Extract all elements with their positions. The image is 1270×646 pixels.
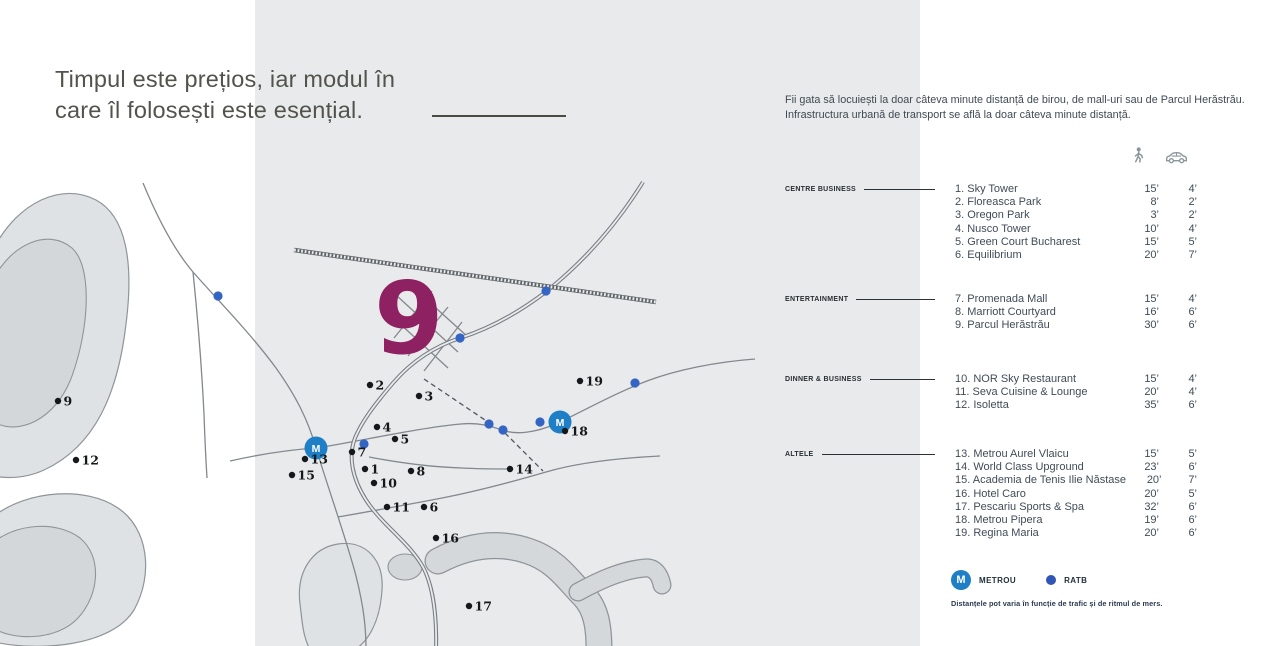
poi-dot (562, 428, 568, 434)
car-time: 4’ (1188, 293, 1197, 305)
poi-dot (507, 466, 513, 472)
table-row (955, 196, 1197, 209)
poi-dot (466, 603, 472, 609)
poi-dot (433, 535, 439, 541)
place-name: 13. Metrou Aurel Vlaicu (955, 448, 1069, 460)
car-time: 2’ (1188, 196, 1197, 209)
car-time: 4’ (1188, 222, 1197, 235)
logo-nine: 9 (374, 260, 444, 377)
title-rule (432, 115, 566, 117)
category-label: ENTERTAINMENT (785, 296, 849, 303)
ratb-stop-dot (498, 425, 507, 434)
group-items (955, 373, 1197, 413)
place-name: 14. World Class Upground (955, 461, 1084, 474)
poi-number-label: 18 (570, 423, 588, 439)
ratb-icon (1046, 575, 1056, 585)
category-label: ALTELE (785, 451, 814, 458)
poi-dot (367, 382, 373, 388)
place-name: 8. Marriott Courtyard (955, 306, 1056, 319)
poi-number-label: 9 (63, 393, 73, 409)
ratb-stop-dot (484, 419, 493, 428)
walk-time: 3’ (1150, 209, 1159, 222)
poi-number-label: 7 (357, 444, 367, 460)
car-time: 6’ (1188, 514, 1197, 527)
car-time: 5’ (1188, 448, 1197, 460)
car-time: 6’ (1188, 399, 1197, 412)
table-row (955, 461, 1197, 474)
walk-time: 20’ (1144, 386, 1159, 399)
place-name: 6. Equilibrium (955, 249, 1022, 262)
table-row (955, 448, 1197, 461)
walk-time: 35’ (1144, 399, 1159, 412)
table-row (955, 386, 1197, 399)
poi-number-label: 11 (392, 499, 410, 515)
group-items (955, 293, 1197, 333)
poi-dot (408, 468, 414, 474)
poi-dot (421, 504, 427, 510)
road (369, 457, 511, 469)
poi-number-label: 5 (400, 431, 410, 447)
poi-number-label: 4 (382, 419, 392, 435)
group-items (955, 448, 1197, 540)
road (193, 272, 207, 478)
walk-time: 15’ (1144, 448, 1159, 460)
car-time: 5’ (1188, 235, 1197, 248)
table-row (955, 319, 1197, 332)
place-name: 17. Pescariu Sports & Spa (955, 500, 1085, 513)
page-title-line1: Timpul este prețios, iar modul în (55, 66, 396, 92)
car-time: 6’ (1188, 319, 1197, 332)
distance-disclaimer: Distanțele pot varia în funcție de trafic și de ritmul de mers. (951, 599, 1163, 608)
car-time: 4’ (1188, 373, 1197, 385)
table-row (955, 501, 1197, 514)
poi-dot (374, 424, 380, 430)
poi-number-label: 10 (379, 475, 397, 491)
place-name: 10. NOR Sky Restaurant (955, 373, 1077, 385)
metro-station-letter: M (555, 416, 565, 429)
car-time: 4’ (1188, 386, 1197, 399)
poi-number-label: 15 (297, 467, 315, 483)
table-row (955, 373, 1197, 386)
table-row (955, 223, 1197, 236)
poi-number-label: 17 (474, 598, 492, 614)
poi-dot (384, 504, 390, 510)
walk-time: 8’ (1150, 196, 1159, 209)
category-line (822, 454, 935, 455)
poi-dot (55, 398, 61, 404)
poi-dot (73, 457, 79, 463)
river-branch (578, 568, 662, 592)
car-time: 6’ (1188, 461, 1197, 474)
map-legend (951, 570, 1087, 590)
place-name: 2. Floreasca Park (955, 196, 1042, 209)
walk-time: 16’ (1144, 306, 1159, 319)
walk-time: 15’ (1144, 373, 1159, 385)
table-group (785, 373, 1197, 413)
ratb-stop-dot (213, 291, 222, 300)
table-row (955, 306, 1197, 319)
metro-icon: M (951, 570, 971, 590)
place-name: 19. Regina Maria (955, 527, 1039, 540)
place-name: 16. Hotel Caro (955, 487, 1026, 500)
park-shape (299, 543, 382, 646)
poi-number-label: 2 (375, 377, 385, 393)
place-name: 1. Sky Tower (955, 183, 1018, 195)
metro-station-letter: M (311, 442, 321, 455)
table-group (785, 293, 1197, 333)
table-row (955, 399, 1197, 412)
place-name: 15. Academia de Tenis Ilie Năstase (955, 474, 1127, 487)
table-row (955, 249, 1197, 262)
place-name: 9. Parcul Herăstrău (955, 319, 1050, 332)
table-row (955, 488, 1197, 501)
car-time: 5’ (1188, 487, 1197, 500)
poi-number-label: 1 (370, 461, 380, 477)
page-title-line2: care îl folosești este esențial. (55, 97, 364, 123)
poi-number-label: 12 (81, 452, 99, 468)
walk-time: 32’ (1144, 500, 1159, 513)
poi-dot (416, 393, 422, 399)
walk-time: 20’ (1144, 527, 1159, 540)
table-row (955, 474, 1197, 487)
place-name: 11. Seva Cuisine & Lounge (955, 386, 1088, 399)
table-group (785, 183, 1197, 262)
ratb-stop-dot (535, 417, 544, 426)
walk-time: 30’ (1144, 319, 1159, 332)
category-line (870, 379, 935, 380)
poi-number-label: 19 (585, 373, 603, 389)
poi-number-label: 3 (424, 388, 434, 404)
walk-time: 23’ (1144, 461, 1159, 474)
car-time: 6’ (1188, 500, 1197, 513)
poi-dot (362, 466, 368, 472)
car-time: 7’ (1188, 249, 1197, 262)
poi-number-label: 13 (310, 451, 328, 467)
table-row (955, 209, 1197, 222)
table-row (955, 514, 1197, 527)
table-row (955, 183, 1197, 196)
car-time: 6’ (1188, 527, 1197, 540)
walk-time: 15’ (1144, 293, 1159, 305)
table-row (955, 293, 1197, 306)
table-row (955, 236, 1197, 249)
walk-time: 20’ (1146, 474, 1162, 487)
walk-time: 15’ (1144, 235, 1159, 248)
place-name: 3. Oregon Park (955, 209, 1030, 222)
table-group (785, 448, 1197, 540)
place-name: 18. Metrou Pipera (955, 514, 1043, 527)
poi-dot (349, 449, 355, 455)
distance-table (785, 0, 1197, 646)
ratb-legend-label: RATB (1064, 575, 1088, 585)
car-time: 2’ (1188, 209, 1197, 222)
category-label: DINNER & BUSINESS (785, 376, 862, 383)
poi-dot (392, 436, 398, 442)
category-label: CENTRE BUSINESS (785, 186, 857, 193)
poi-number-label: 6 (429, 499, 439, 515)
poi-number-label: 16 (441, 530, 459, 546)
car-time: 6’ (1188, 306, 1197, 319)
group-items (955, 183, 1197, 262)
intro-line2: Infrastructura urbană de transport se află la doar câteva minute distanță. (785, 108, 1131, 121)
walk-time: 10’ (1144, 222, 1159, 235)
category-line (864, 189, 935, 190)
page-title (55, 64, 395, 126)
table-row (955, 527, 1197, 540)
poi-number-label: 8 (416, 463, 426, 479)
place-name: 5. Green Court Bucharest (955, 235, 1081, 248)
intro-line1: Fii gata să locuiești la doar câteva minute distanță de birou, de mall-uri sau de Parcul Herăstrău. (785, 94, 1245, 106)
metrou-legend-label: METROU (979, 575, 1017, 585)
dashed-path (424, 379, 488, 422)
place-name: 12. Isoletta (955, 399, 1009, 412)
place-name: 7. Promenada Mall (955, 293, 1048, 305)
car-time: 7’ (1188, 474, 1197, 487)
walk-time: 20’ (1144, 249, 1159, 262)
walk-time: 20’ (1144, 487, 1159, 500)
poi-dot (577, 378, 583, 384)
poi-dot (302, 456, 308, 462)
poi-number-label: 14 (515, 461, 533, 477)
place-name: 4. Nusco Tower (955, 222, 1031, 235)
poi-dot (371, 480, 377, 486)
ratb-stop-dot (630, 378, 639, 387)
car-time: 4’ (1188, 183, 1197, 195)
ratb-stop-dot (541, 286, 550, 295)
walk-time: 15’ (1144, 183, 1159, 195)
ratb-stop-dot (455, 333, 464, 342)
category-line (856, 299, 935, 300)
walk-time: 19’ (1144, 514, 1159, 527)
poi-dot (289, 472, 295, 478)
